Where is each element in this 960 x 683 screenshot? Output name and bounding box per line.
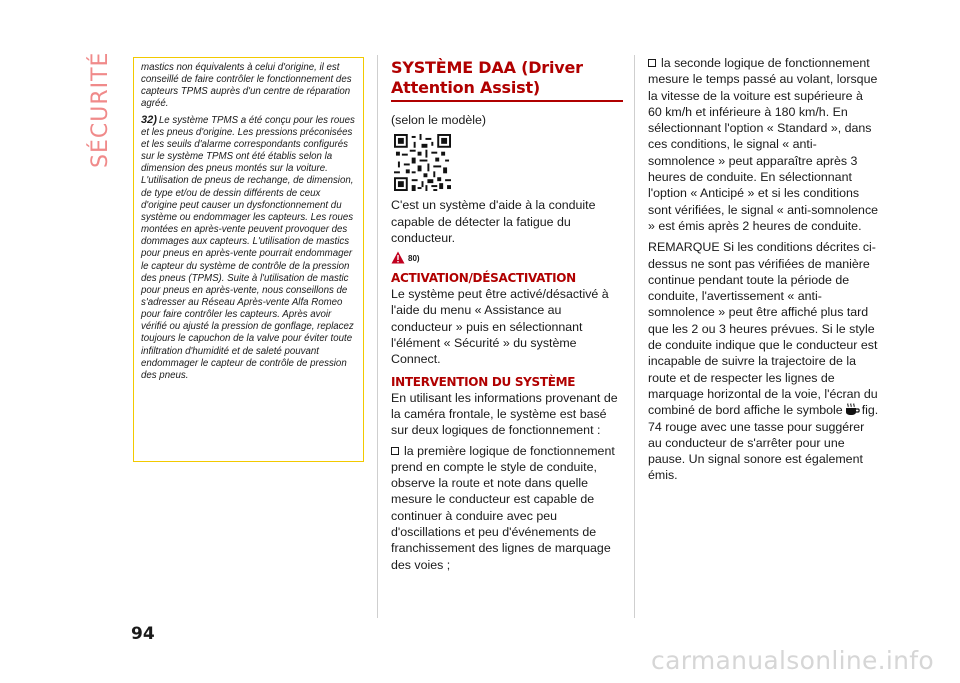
note-text: Le système TPMS a été conçu pour les roues et les pneus d'origine. Les pressions préconisées et les seuils d'alarme correspondants configurés sur le système TPMS ont été établis selon la dimension des pneus montés sur la voiture. L'utilisation de pneus de rechange, de dimension, de type et/ou de dessin différents de ceux d'origine peut causer un dysfonctionnement du système ou endommager les capteurs. Les roues montées en après-vente peuvent provoquer des dommages aux capteurs. L'utilisation de mastics pour pneus en après-vente pourrait endommager le capteur du système de contrôle de la pression des pneus (TPMS). Suite à l'utilisation de mastic pour pneus en après-vente, nous conseillons de s'adresser au Réseau Après-vente Alfa Romeo pour faire contrôler les capteurs. Après avoir vérifié ou ajusté la pression de gonflage, replacez toujours le capuchon de la valve pour éviter toute infiltration d'humidité et de saleté pouvant endommager le capteur de contrôle de pression des pneus. <box>141 114 355 381</box>
tpms-note-box <box>133 57 364 462</box>
remark-text-start: REMARQUE Si les conditions décrites ci-dessus ne sont pas vérifiées de manière continue pendant toute la période de conduite, l'avertissement « anti-somnolence » peut être affiché plus tard que les 2 ou 3 heures prévues. Si le style de conduite indique que le conducteur est incapable de suivre la trajectoire de la route et de respecter les lignes de marquage horizontal de la voie, l'écran du combiné de bord affiche le symbole <box>648 240 878 418</box>
column-daa-continued <box>648 55 880 484</box>
heading-intervention: INTERVENTION DU SYSTÈME <box>391 374 576 389</box>
checkbox-bullet-icon <box>391 447 399 455</box>
coffee-cup-icon <box>845 403 860 416</box>
checkbox-bullet-icon <box>648 59 656 67</box>
bullet-item <box>391 443 623 573</box>
intro-text: C'est un système d'aide à la conduite capable de détecter la fatigue du conducteur. <box>391 198 596 245</box>
watermark: carmanualsonline.info <box>651 646 934 675</box>
section-tab-label <box>80 40 120 170</box>
qr-code <box>394 134 451 191</box>
warning-ref-number: 80) <box>408 253 420 263</box>
remark-text-end: fig. 74 rouge avec une tasse pour suggérer au conducteur de s'arrêter pour une pause. Un signal sonore est également émis. <box>648 403 879 483</box>
section-tab <box>80 40 120 170</box>
activation-text: Le système peut être activé/désactivé à l'aide du menu « Assistance au conducteur » puis en sélectionnant l'élément « Sécurité » du système Connect. <box>391 287 609 367</box>
column-divider <box>377 55 378 618</box>
warning-triangle-icon <box>391 251 405 264</box>
bullet-item <box>648 55 880 234</box>
bullet-text: la première logique de fonctionnement prend en compte le style de conduite, observe la route et note dans quelle mesure le conducteur est capable de continuer à conduire avec peu d'oscillations et peu d'événements de franchissement des lignes de marquage des voies ; <box>391 443 615 572</box>
svg-text:SÉCURITÉ: SÉCURITÉ <box>88 51 113 168</box>
remark-text <box>648 239 880 483</box>
column-daa <box>391 58 623 573</box>
heading-activation: ACTIVATION/DÉSACTIVATION <box>391 271 576 286</box>
section-title: SYSTÈME DAA (Driver Attention Assist) <box>391 58 623 102</box>
warning-reference <box>391 248 623 266</box>
intervention-text: En utilisant les informations provenant de la caméra frontale, le système est basé sur deux logiques de fonctionnement : <box>391 390 618 438</box>
column-divider <box>634 55 635 618</box>
note-intro: mastics non équivalents à celui d'origine, il est conseillé de faire contrôler le fonctionnement des capteurs TPMS auprès d'un centre de réparation agréé. <box>141 62 352 110</box>
model-note: (selon le modèle) <box>391 113 487 127</box>
bullet-text: la seconde logique de fonctionnement mesure le temps passé au volant, lorsque la vitesse de la voiture est supérieure à 60 km/h et inférieure à 180 km/h. En sélectionnant l'option « Standard », dans ces conditions, le signal « anti-somnolence » peut apparaître après 3 heures de conduite. En sélectionnant l'option « Anticipé » et si les conditions sont vérifiées, le signal « anti-somnolence » est émis après 2 heures de conduite. <box>648 56 879 233</box>
note-32 <box>141 114 357 382</box>
page-number: 94 <box>131 624 155 644</box>
note-number: 32) <box>141 113 157 126</box>
